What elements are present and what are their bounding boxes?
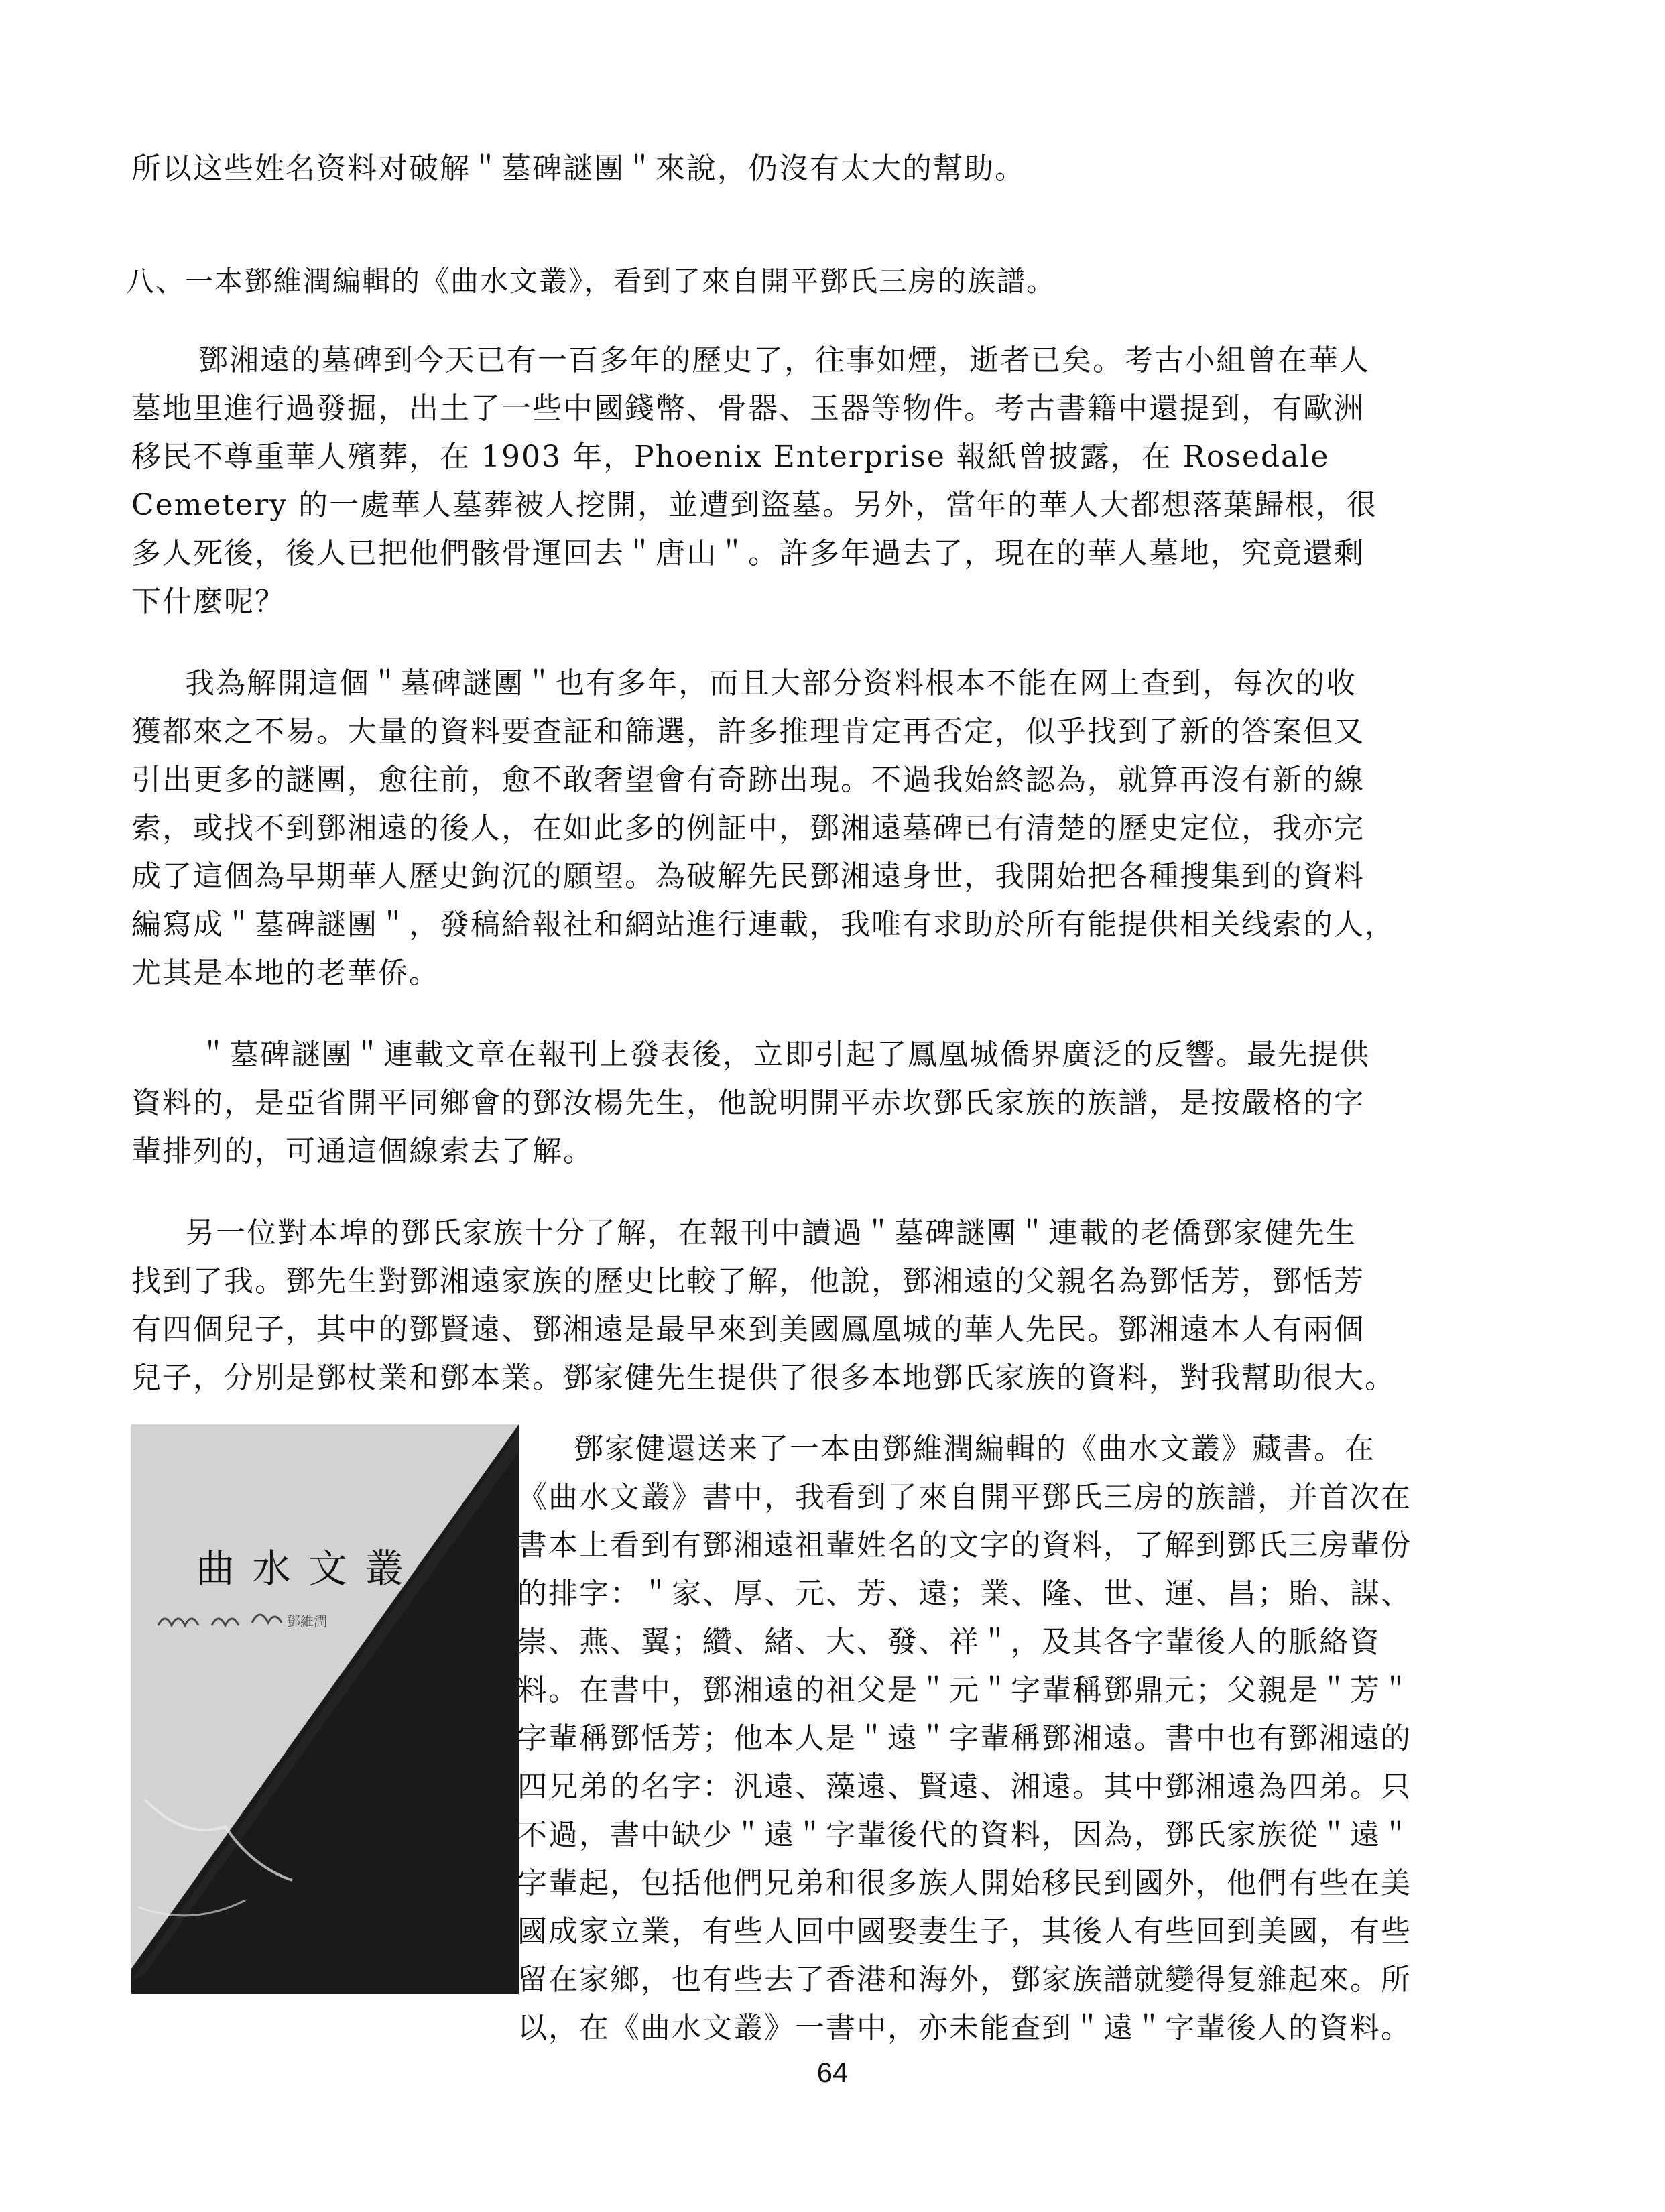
text-line: 以，在《曲水文叢》一書中，亦未能查到＂遠＂字輩後人的資料。: [517, 2011, 1412, 2045]
text-line: 移民不尊重華人殯葬，在 1903 年，Phoenix Enterprise 報紙曾披露，在 Rosedale: [131, 440, 1330, 474]
text-line: 書本上看到有鄧湘遠祖輩姓名的文字的資料，了解到鄧氏三房輩份: [517, 1528, 1412, 1562]
text-line: 引出更多的謎團，愈往前，愈不敢奢望會有奇跡出現。不過我始終認為，就算再沒有新的線: [131, 763, 1365, 797]
section-heading: 八、一本鄧維潤編輯的《曲水文叢》，看到了來自開平鄧氏三房的族譜。: [126, 265, 1056, 298]
text-line: 的排字：＂家、厚、元、芳、遠；業、隆、世、運、昌；貽、謀、: [517, 1577, 1412, 1611]
text-line: 所以这些姓名资料对破解＂墓碑謎團＂來說，仍沒有太大的幫助。: [131, 151, 1026, 186]
text-line: 獲都來之不易。大量的資料要查証和篩選，許多推理肯定再否定，似乎找到了新的答案但又: [131, 715, 1365, 749]
text-line: 料。在書中，鄧湘遠的祖父是＂元＂字輩稱鄧鼎元；父親是＂芳＂: [517, 1673, 1412, 1707]
page-number: 64: [816, 2056, 849, 2088]
text-line: ＂墓碑謎團＂連載文章在報刊上發表後，立即引起了鳳凰城僑界廣泛的反響。最先提供: [198, 1038, 1370, 1072]
text-line: 《曲水文叢》書中，我看到了來自開平鄧氏三房的族譜，并首次在: [517, 1480, 1412, 1514]
text-line: 字輩稱鄧恬芳；他本人是＂遠＂字輩稱鄧湘遠。書中也有鄧湘遠的: [517, 1721, 1412, 1756]
text-line: 下什麼呢？: [131, 585, 286, 619]
text-line: 國成家立業，有些人回中國娶妻生子，其後人有些回到美國，有些: [517, 1914, 1412, 1949]
text-line: 鄧家健還送来了一本由鄧維潤編輯的《曲水文叢》藏書。在: [574, 1432, 1375, 1466]
text-line: 編寫成＂墓碑謎團＂，發稿給報社和網站進行連載，我唯有求助於所有能提供相关线索的人，: [131, 908, 1396, 942]
text-line: 找到了我。鄧先生對鄧湘遠家族的歷史比較了解，他說，鄧湘遠的父親名為鄧恬芳，鄧恬芳: [131, 1264, 1365, 1298]
text-line: 成了這個為早期華人歷史鉤沉的願望。為破解先民鄧湘遠身世，我開始把各種搜集到的資料: [131, 859, 1365, 894]
text-line: 多人死後，後人已把他們骸骨運回去＂唐山＂。許多年過去了，現在的華人墓地，究竟還剩: [131, 536, 1365, 570]
book-title: 曲水文叢: [196, 1546, 422, 1591]
text-line: 兒子，分別是鄧杖業和鄧本業。鄧家健先生提供了很多本地鄧氏家族的資料，對我幫助很大。: [131, 1361, 1396, 1395]
text-line: 四兄弟的名字：汎遠、藻遠、賢遠、湘遠。其中鄧湘遠為四弟。只: [517, 1770, 1412, 1804]
text-line: 字輩起，包括他們兄弟和很多族人開始移民到國外，他們有些在美: [517, 1866, 1412, 1900]
text-line: Cemetery 的一處華人墓葬被人挖開，並遭到盜墓。另外，當年的華人大都想落葉歸根，很: [131, 488, 1378, 522]
text-line: 不過，書中缺少＂遠＂字輩後代的資料，因為，鄧氏家族從＂遠＂: [517, 1818, 1412, 1852]
text-line: 留在家鄉，也有些去了香港和海外，鄧家族譜就變得复雜起來。所: [517, 1963, 1412, 1997]
book-cover-image: [131, 1424, 519, 1994]
text-line: 資料的，是亞省開平同鄉會的鄧汝楊先生，他說明開平赤坎鄧氏家族的族譜，是按嚴格的字: [131, 1086, 1365, 1120]
text-line: 尤其是本地的老華侨。: [131, 956, 440, 990]
text-line: 崇、燕、翼；纘、緒、大、發、祥＂，及其各字輩後人的脈絡資: [517, 1625, 1381, 1659]
text-line: 輩排列的，可通這個線索去了解。: [131, 1134, 594, 1168]
book-cover-graphic: [131, 1424, 519, 1994]
text-line: 我為解開這個＂墓碑謎團＂也有多年，而且大部分资料根本不能在网上查到，每次的收: [185, 666, 1357, 700]
text-line: 索，或找不到鄧湘遠的後人，在如此多的例証中，鄧湘遠墓碑已有清楚的歷史定位，我亦完: [131, 811, 1365, 845]
text-line: 有四個兒子，其中的鄧賢遠、鄧湘遠是最早來到美國鳳凰城的華人先民。鄧湘遠本人有兩個: [131, 1312, 1365, 1347]
text-line: 鄧湘遠的墓碑到今天已有一百多年的歷史了，往事如煙，逝者已矣。考古小組曾在華人: [198, 343, 1370, 377]
text-line: 另一位對本埠的鄧氏家族十分了解，在報刊中讀過＂墓碑謎團＂連載的老僑鄧家健先生: [185, 1216, 1357, 1250]
text-line: 墓地里進行過發掘，出土了一些中國錢幣、骨器、玉器等物件。考古書籍中還提到，有歐洲: [131, 391, 1365, 426]
book-author: 鄧維潤: [287, 1613, 327, 1630]
